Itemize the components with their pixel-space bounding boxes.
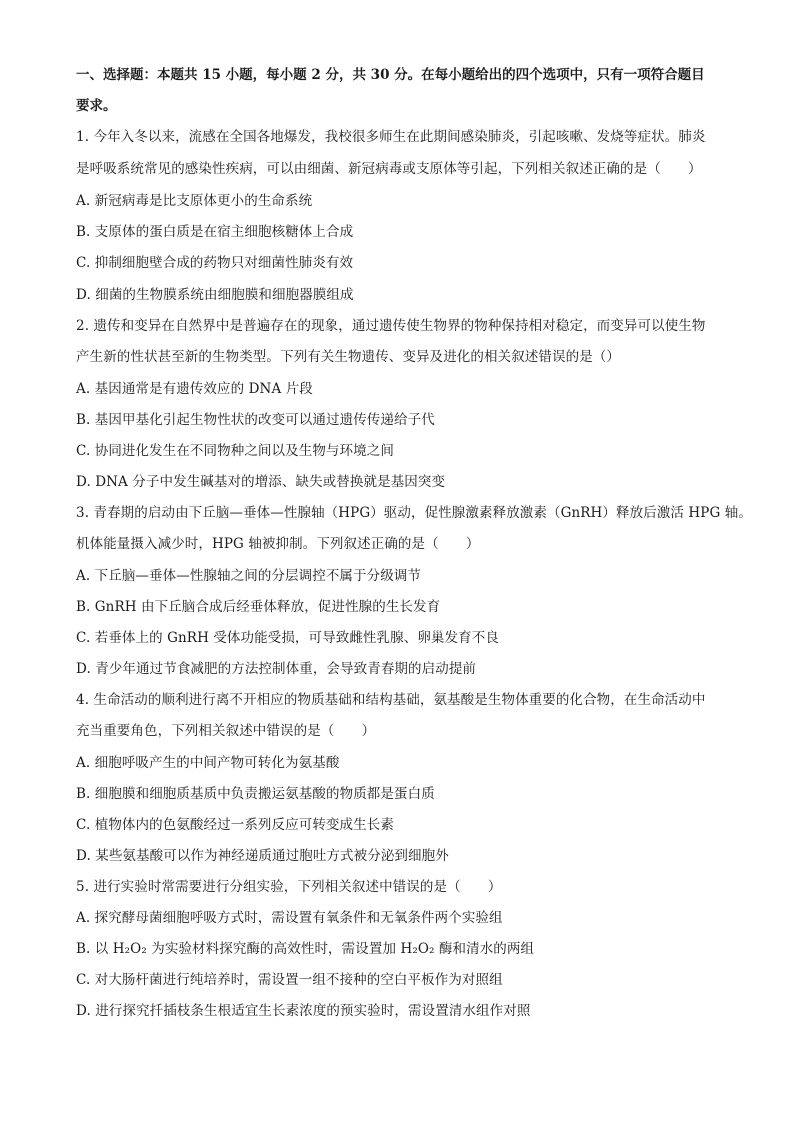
question-4-option-d: D. 某些氨基酸可以作为神经递质通过胞吐方式被分泌到细胞外 <box>76 848 449 864</box>
question-4-option-a: A. 细胞呼吸产生的中间产物可转化为氨基酸 <box>76 755 340 771</box>
question-1-option-a: A. 新冠病毒是比支原体更小的生命系统 <box>76 193 313 209</box>
question-5-option-b: B. 以 H₂O₂ 为实验材料探究酶的高效性时，需设置加 H₂O₂ 酶和清水的两组 <box>76 941 535 957</box>
question-1-stem-line-2: 是呼吸系统常见的感染性疾病，可以由细菌、新冠病毒或支原体等引起，下列相关叙述正确的是（ ） <box>76 161 702 177</box>
question-4-stem-line-2: 充当重要角色，下列相关叙述中错误的是（ ） <box>76 723 376 739</box>
question-4-option-c: C. 植物体内的色氨酸经过一系列反应可转变成生长素 <box>76 817 394 833</box>
section-header-line-1: 一、选择题：本题共 15 小题，每小题 2 分，共 30 分。在每小题给出的四个选项中，只有一项符合题目 <box>76 67 705 83</box>
question-4-option-b: B. 细胞膜和细胞质基质中负责搬运氨基酸的物质都是蛋白质 <box>76 786 435 802</box>
question-2-option-c: C. 协同进化发生在不同物种之间以及生物与环境之间 <box>76 443 394 459</box>
question-1-stem-line-1: 1. 今年入冬以来，流感在全国各地爆发，我校很多师生在此期间感染肺炎，引起咳嗽、发烧等症状。肺炎 <box>76 129 706 145</box>
question-2-option-b: B. 基因甲基化引起生物性状的改变可以通过遗传传递给子代 <box>76 412 435 428</box>
question-1-option-c: C. 抑制细胞壁合成的药物只对细菌性肺炎有效 <box>76 255 354 271</box>
question-2-stem-line-1: 2. 遗传和变异在自然界中是普遍存在的现象，通过遗传使生物界的物种保持相对稳定，而变异可以使生物 <box>76 318 706 334</box>
question-2-stem-line-2: 产生新的性状甚至新的生物类型。下列有关生物遗传、变异及进化的相关叙述错误的是（） <box>76 349 620 365</box>
question-3-option-c: C. 若垂体上的 GnRH 受体功能受损，可导致雌性乳腺、卵巢发育不良 <box>76 630 499 646</box>
section-header-line-2: 要求。 <box>76 98 117 114</box>
question-2-option-d: D. DNA 分子中发生碱基对的增添、缺失或替换就是基因突变 <box>76 474 446 490</box>
question-2-option-a: A. 基因通常是有遗传效应的 DNA 片段 <box>76 381 313 397</box>
question-3-stem-line-2: 机体能量摄入减少时，HPG 轴被抑制。下列叙述正确的是（ ） <box>76 536 480 552</box>
question-3-option-b: B. GnRH 由下丘脑合成后经垂体释放，促进性腺的生长发育 <box>76 599 441 615</box>
question-5-option-c: C. 对大肠杆菌进行纯培养时，需设置一组不接种的空白平板作为对照组 <box>76 972 503 988</box>
question-1-option-b: B. 支原体的蛋白质是在宿主细胞核糖体上合成 <box>76 224 354 240</box>
question-5-option-d: D. 进行探究扦插枝条生根适宜生长素浓度的预实验时，需设置清水组作对照 <box>76 1003 531 1019</box>
question-4-stem-line-1: 4. 生命活动的顺利进行离不开相应的物质基础和结构基础，氨基酸是生物体重要的化合物，在生命活动中 <box>76 692 706 708</box>
question-3-option-a: A. 下丘脑—垂体—性腺轴之间的分层调控不属于分级调节 <box>76 568 422 584</box>
question-1-option-d: D. 细菌的生物膜系统由细胞膜和细胞器膜组成 <box>76 287 354 303</box>
question-5-stem-line-1: 5. 进行实验时常需要进行分组实验，下列相关叙述中错误的是（ ） <box>76 879 502 895</box>
question-3-option-d: D. 青少年通过节食减肥的方法控制体重，会导致青春期的启动提前 <box>76 661 477 677</box>
question-5-option-a: A. 探究酵母菌细胞呼吸方式时，需设置有氧条件和无氧条件两个实验组 <box>76 910 503 926</box>
question-3-stem-line-1: 3. 青春期的启动由下丘脑—垂体—性腺轴（HPG）驱动，促性腺激素释放激素（GnRH）释放后激活 HPG 轴。 <box>76 505 752 521</box>
